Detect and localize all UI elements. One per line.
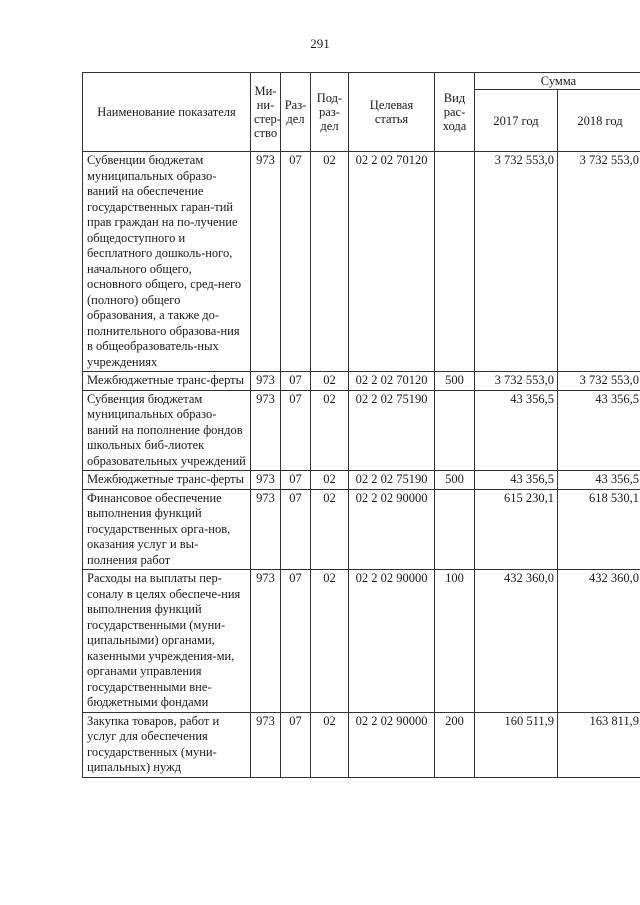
row-ministry: 973 <box>251 489 281 570</box>
row-subsection: 02 <box>311 390 349 471</box>
header-expense-type: Вид рас- хода <box>435 73 475 152</box>
row-name: Финансовое обеспечение выполнения функций государственных орга-нов, оказания услуг и вы-полнения работ <box>83 489 251 570</box>
row-expense-type: 200 <box>435 712 475 777</box>
table-row <box>83 570 640 713</box>
row-target: 02 2 02 75190 <box>349 390 435 471</box>
row-ministry: 973 <box>251 570 281 713</box>
header-name: Наименование показателя <box>83 73 251 152</box>
row-sum-2017: 615 230,1 <box>475 489 558 570</box>
row-sum-2017: 160 511,9 <box>475 712 558 777</box>
row-section: 07 <box>281 489 311 570</box>
row-subsection: 02 <box>311 152 349 372</box>
row-target: 02 2 02 70120 <box>349 152 435 372</box>
row-target: 02 2 02 90000 <box>349 570 435 713</box>
row-name: Расходы на выплаты пер-соналу в целях обеспече-ния выполнения функций государственными (муни-ципальными) органами, казенными учреждения-ми, органами управления государственными вне-бюджетными фондами <box>83 570 251 713</box>
row-section: 07 <box>281 712 311 777</box>
row-sum-2018: 3 732 553,0 <box>558 372 640 391</box>
row-sum-2018: 163 811,9 <box>558 712 640 777</box>
budget-table <box>82 72 640 778</box>
row-sum-2018: 43 356,5 <box>558 390 640 471</box>
row-sum-2018: 432 360,0 <box>558 570 640 713</box>
row-subsection: 02 <box>311 471 349 490</box>
row-sum-2017: 3 732 553,0 <box>475 372 558 391</box>
row-sum-2017: 43 356,5 <box>475 390 558 471</box>
row-name: Закупка товаров, работ и услуг для обеспечения государственных (муни-ципальных) нужд <box>83 712 251 777</box>
header-sum: Сумма <box>475 73 640 90</box>
row-expense-type <box>435 390 475 471</box>
row-section: 07 <box>281 570 311 713</box>
row-expense-type <box>435 152 475 372</box>
header-subsection: Под- раз- дел <box>311 73 349 152</box>
row-target: 02 2 02 90000 <box>349 489 435 570</box>
row-section: 07 <box>281 471 311 490</box>
row-sum-2017: 3 732 553,0 <box>475 152 558 372</box>
row-name: Межбюджетные транс-ферты <box>83 471 251 490</box>
table-row <box>83 712 640 777</box>
row-target: 02 2 02 70120 <box>349 372 435 391</box>
page-number: 291 <box>310 36 330 51</box>
row-expense-type: 500 <box>435 471 475 490</box>
row-ministry: 973 <box>251 152 281 372</box>
table-row <box>83 372 640 391</box>
row-subsection: 02 <box>311 489 349 570</box>
row-ministry: 973 <box>251 372 281 391</box>
row-expense-type <box>435 489 475 570</box>
row-subsection: 02 <box>311 712 349 777</box>
header-year-2018: 2018 год <box>558 90 640 152</box>
header-target: Целевая статья <box>349 73 435 152</box>
table-row <box>83 471 640 490</box>
row-ministry: 973 <box>251 471 281 490</box>
row-target: 02 2 02 75190 <box>349 471 435 490</box>
table-row <box>83 489 640 570</box>
header-section: Раз- дел <box>281 73 311 152</box>
row-subsection: 02 <box>311 570 349 713</box>
row-expense-type: 100 <box>435 570 475 713</box>
row-name: Межбюджетные транс-ферты <box>83 372 251 391</box>
row-name: Субвенция бюджетам муниципальных образо-ваний на пополнение фондов школьных биб-лиотек образовательных учреждений <box>83 390 251 471</box>
header-year-2017: 2017 год <box>475 90 558 152</box>
row-sum-2018: 618 530,1 <box>558 489 640 570</box>
table-row <box>83 152 640 372</box>
row-sum-2018: 3 732 553,0 <box>558 152 640 372</box>
row-section: 07 <box>281 390 311 471</box>
header-ministry: Ми- ни- стер- ство <box>251 73 281 152</box>
row-name: Субвенции бюджетам муниципальных образо-ваний на обеспечение государственных гаран-тий прав граждан на по-лучение общедоступного и бесплатного дошколь-ного, начального общего, основного общего, сред-него (полного) общего образования, а также до-полнительного образова-ния в общеобразователь-ных учреждениях <box>83 152 251 372</box>
row-sum-2017: 432 360,0 <box>475 570 558 713</box>
row-sum-2018: 43 356,5 <box>558 471 640 490</box>
row-section: 07 <box>281 152 311 372</box>
row-target: 02 2 02 90000 <box>349 712 435 777</box>
row-subsection: 02 <box>311 372 349 391</box>
row-ministry: 973 <box>251 390 281 471</box>
table-row <box>83 390 640 471</box>
row-expense-type: 500 <box>435 372 475 391</box>
row-ministry: 973 <box>251 712 281 777</box>
row-sum-2017: 43 356,5 <box>475 471 558 490</box>
row-section: 07 <box>281 372 311 391</box>
